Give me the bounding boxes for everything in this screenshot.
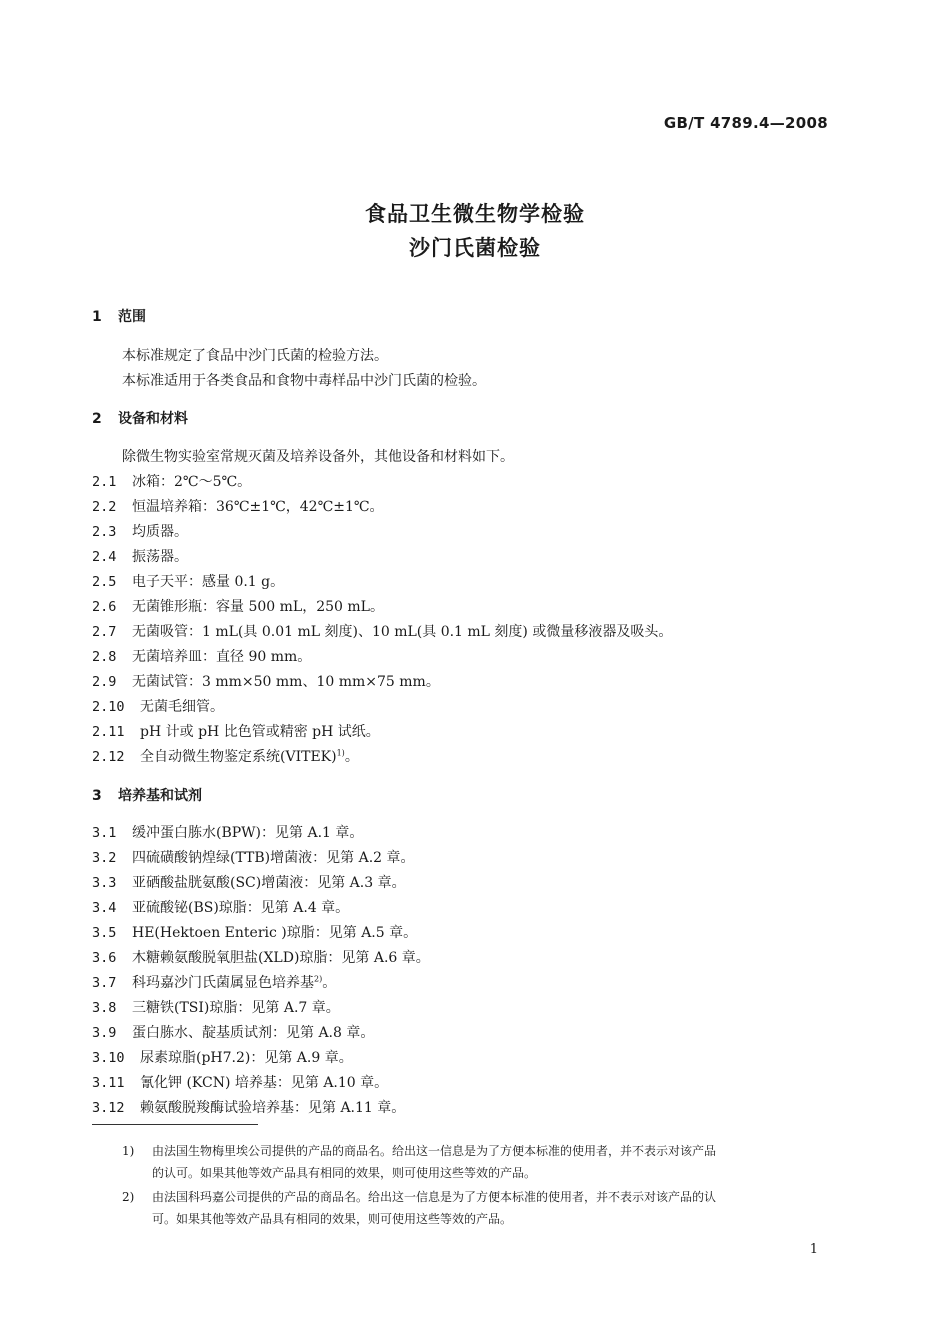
item-text: 无菌试管：3 mm×50 mm、10 mm×75 mm。: [132, 674, 440, 690]
list-item: [92, 621, 672, 641]
footnote: [122, 1140, 832, 1184]
list-item: [92, 671, 440, 691]
item-text: 缓冲蛋白胨水(BPW)：见第 A.1 章。: [132, 825, 364, 841]
list-item: [92, 997, 340, 1017]
list-item: [92, 596, 384, 616]
list-item: [92, 696, 224, 716]
item-number: 3.11: [92, 1075, 125, 1091]
list-item: [92, 646, 311, 666]
footnote-line: 可。如果其他等效产品具有相同的效果，则可使用这些等效的产品。: [152, 1212, 513, 1226]
paragraph: 本标准适用于各类食品和食物中毒样品中沙门氏菌的检验。: [122, 373, 486, 389]
item-text: 氰化钾 (KCN) 培养基：见第 A.10 章。: [140, 1075, 389, 1091]
list-item: [92, 947, 430, 967]
item-text: 亚硒酸盐胱氨酸(SC)增菌液：见第 A.3 章。: [132, 875, 406, 891]
item-text: 全自动微生物鉴定系统(VITEK): [140, 749, 337, 765]
item-text: 亚硫酸铋(BS)琼脂：见第 A.4 章。: [132, 900, 350, 916]
section-title: 设备和材料: [118, 411, 188, 427]
paragraph: 本标准规定了食品中沙门氏菌的检验方法。: [122, 348, 388, 364]
list-item: [92, 822, 363, 842]
list-item: [92, 746, 359, 766]
list-item: [92, 471, 251, 491]
item-number: 2.2: [92, 499, 117, 515]
page-number: 1: [809, 1242, 818, 1257]
section-heading-equipment: [92, 408, 188, 428]
list-item: [92, 922, 417, 942]
section-heading-media: [92, 785, 202, 805]
item-text: 电子天平：感量 0.1 g。: [132, 574, 285, 590]
footnote-line: 由法国生物梅里埃公司提供的产品的商品名。给出这一信息是为了方便本标准的使用者，并不表示对该产品: [152, 1144, 717, 1158]
item-number: 3.3: [92, 875, 117, 891]
item-number: 2.6: [92, 599, 117, 615]
item-number: 2.9: [92, 674, 117, 690]
item-number: 2.1: [92, 474, 117, 490]
item-text: 四硫磺酸钠煌绿(TTB)增菌液：见第 A.2 章。: [132, 850, 415, 866]
item-text: HE(Hektoen Enteric )琼脂：见第 A.5 章。: [132, 925, 418, 941]
list-item: [92, 521, 188, 541]
list-item: [92, 546, 188, 566]
item-number: 3.9: [92, 1025, 117, 1041]
item-text: pH 计或 pH 比色管或精密 pH 试纸。: [140, 724, 380, 740]
footnote-number: 1): [122, 1144, 135, 1158]
list-item: [92, 1047, 353, 1067]
item-number: 3.6: [92, 950, 117, 966]
item-text: 科玛嘉沙门氏菌属显色培养基: [132, 975, 314, 991]
section-number: 1: [92, 309, 102, 325]
item-text: 木糖赖氨酸脱氧胆盐(XLD)琼脂：见第 A.6 章。: [132, 950, 430, 966]
item-text: 蛋白胨水、靛基质试剂：见第 A.8 章。: [132, 1025, 375, 1041]
item-number: 3.12: [92, 1100, 125, 1116]
footnote-number: 2): [122, 1190, 135, 1204]
paragraph: 除微生物实验室常规灭菌及培养设备外，其他设备和材料如下。: [122, 449, 514, 465]
item-text: 尿素琼脂(pH7.2)：见第 A.9 章。: [140, 1050, 353, 1066]
section-heading-scope: [92, 306, 146, 326]
list-item: [92, 972, 336, 992]
footnote-ref: 1): [336, 748, 345, 758]
list-item: [92, 897, 349, 917]
list-item: [92, 496, 384, 516]
list-item: [92, 1072, 388, 1092]
document-subtitle: 沙门氏菌检验: [409, 236, 541, 260]
item-number: 2.3: [92, 524, 117, 540]
item-text: 冰箱：2℃～5℃。: [132, 474, 252, 490]
list-item: [92, 1022, 374, 1042]
item-text-tail: 。: [344, 749, 359, 765]
document-title: 食品卫生微生物学检验: [365, 202, 585, 226]
item-number: 3.10: [92, 1050, 125, 1066]
item-text: 三糖铁(TSI)琼脂：见第 A.7 章。: [132, 1000, 340, 1016]
list-item: [92, 1097, 405, 1117]
section-title: 范围: [118, 309, 146, 325]
item-text: 恒温培养箱：36℃±1℃，42℃±1℃。: [132, 499, 384, 515]
item-number: 2.7: [92, 624, 117, 640]
item-number: 3.2: [92, 850, 117, 866]
item-text-tail: 。: [322, 975, 337, 991]
list-item: [92, 847, 415, 867]
footnote-divider: [92, 1124, 258, 1125]
item-text: 无菌锥形瓶：容量 500 mL，250 mL。: [132, 599, 384, 615]
item-text: 赖氨酸脱羧酶试验培养基：见第 A.11 章。: [140, 1100, 406, 1116]
item-number: 2.12: [92, 749, 125, 765]
footnote-ref: 2): [314, 974, 323, 984]
item-number: 2.5: [92, 574, 117, 590]
footnote-line: 的认可。如果其他等效产品具有相同的效果，则可使用这些等效的产品。: [152, 1166, 537, 1180]
list-item: [92, 872, 406, 892]
footnote-line: 由法国科玛嘉公司提供的产品的商品名。给出这一信息是为了方便本标准的使用者，并不表示对该产品的认: [152, 1190, 717, 1204]
item-number: 3.8: [92, 1000, 117, 1016]
list-item: [92, 571, 284, 591]
item-text: 无菌吸管：1 mL(具 0.01 mL 刻度)、10 mL(具 0.1 mL 刻度) 或微量移液器及吸头。: [132, 624, 673, 640]
section-number: 2: [92, 411, 102, 427]
item-text: 无菌培养皿：直径 90 mm。: [132, 649, 312, 665]
footnote: [122, 1186, 832, 1230]
item-number: 3.1: [92, 825, 117, 841]
item-text: 无菌毛细管。: [140, 699, 224, 715]
section-number: 3: [92, 788, 102, 804]
item-number: 2.11: [92, 724, 125, 740]
item-number: 3.5: [92, 925, 117, 941]
item-number: 3.7: [92, 975, 117, 991]
item-text: 均质器。: [132, 524, 188, 540]
item-number: 2.10: [92, 699, 125, 715]
item-number: 2.8: [92, 649, 117, 665]
item-text: 振荡器。: [132, 549, 188, 565]
item-number: 2.4: [92, 549, 117, 565]
standard-code: GB/T 4789.4—2008: [663, 114, 828, 132]
section-title: 培养基和试剂: [118, 788, 202, 804]
list-item: [92, 721, 380, 741]
item-number: 3.4: [92, 900, 117, 916]
